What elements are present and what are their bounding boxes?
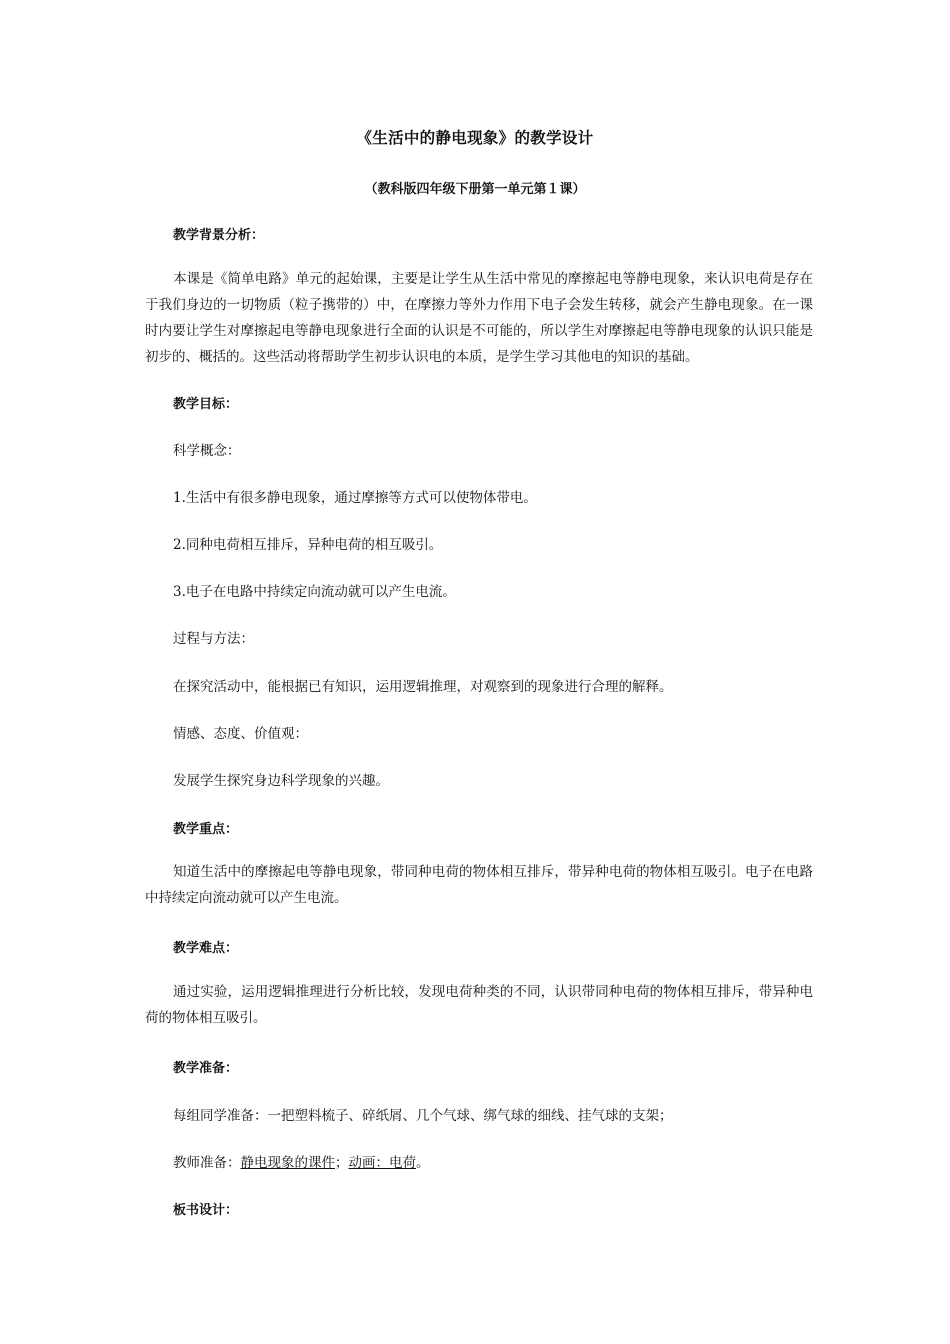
teacher-preparation [173,1151,430,1171]
difficulties-paragraph: 通过实验，运用逻辑推理进行分析比较，发现电荷种类的不同，认识带同种电荷的物体相互排斥，带异种电荷的物体相互吸引。 [145,984,813,1026]
heading-objectives: 教学目标： [173,397,239,412]
teacher-preparation-label: 教师准备： [173,1155,241,1171]
heading-preparation: 教学准备： [173,1061,239,1076]
process-text: 在探究活动中，能根据已有知识，运用逻辑推理，对观察到的现象进行合理的解释。 [173,679,673,695]
document-title: 《生活中的静电现象》的教学设计 [356,128,594,147]
period: 。 [416,1155,430,1171]
separator: ； [335,1155,349,1171]
emotion-label: 情感、态度、价值观： [173,726,308,742]
concept-label: 科学概念： [173,443,241,459]
key-points-paragraph: 知道生活中的摩擦起电等静电现象，带同种电荷的物体相互排斥，带异种电荷的物体相互吸引。电子在电路中持续定向流动就可以产生电流。 [145,864,813,906]
animation-link[interactable]: 动画：电荷 [348,1155,416,1171]
heading-key-points: 教学重点： [173,822,239,837]
heading-difficulties: 教学难点： [173,941,239,956]
concept-item-2: 2.同种电荷相互排斥，异种电荷的相互吸引。 [173,537,443,553]
emotion-text: 发展学生探究身边科学现象的兴趣。 [173,773,389,789]
document-subtitle: （教科版四年级下册第一单元第１课） [364,182,586,197]
heading-background: 教学背景分析： [173,228,265,243]
heading-board-design: 板书设计： [173,1203,239,1218]
concept-item-3: 3.电子在电路中持续定向流动就可以产生电流。 [173,584,456,600]
concept-item-1: 1.生活中有很多静电现象，通过摩擦等方式可以使物体带电。 [173,490,537,506]
courseware-link[interactable]: 静电现象的课件 [240,1155,335,1171]
process-label: 过程与方法： [173,631,254,647]
background-paragraph: 本课是《简单电路》单元的起始课，主要是让学生从生活中常见的摩擦起电等静电现象，来认识电荷是存在于我们身边的一切物质（粒子携带的）中，在摩擦力等外力作用下电子会发生转移，就会产生静电现象。在一课时内要让学生对摩擦起电等静电现象进行全面的认识是不可能的，所以学生对摩擦起电等静电现象的认识只能是初步的、概括的。这些活动将帮助学生初步认识电的本质，是学生学习其他电的知识的基础。 [145,271,813,365]
student-preparation: 每组同学准备：一把塑料梳子、碎纸屑、几个气球、绑气球的细线、挂气球的支架； [173,1108,673,1124]
